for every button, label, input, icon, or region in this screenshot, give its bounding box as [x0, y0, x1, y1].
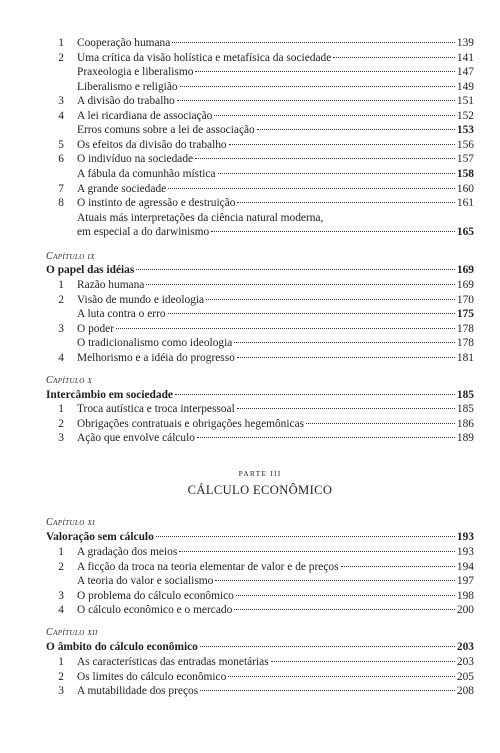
- dot-leader: [237, 202, 454, 203]
- entry-title: Praxeologia e liberalismo: [77, 66, 194, 79]
- entry-page: 156: [456, 138, 474, 151]
- entry-title: O problema do cálculo econômico: [77, 589, 234, 602]
- entry-number: 4: [58, 109, 64, 122]
- toc-entry: [46, 560, 474, 574]
- entry-page: 161: [456, 197, 474, 210]
- entry-title: A teoria do valor e socialismo: [77, 575, 214, 588]
- dot-leader: [168, 188, 455, 189]
- chapter-label: Capítulo xi: [46, 517, 95, 528]
- entry-number: 1: [58, 403, 64, 415]
- entry-page: 151: [456, 95, 474, 108]
- entry-page: 157: [456, 153, 474, 166]
- dot-leader: [237, 357, 455, 358]
- dot-leader: [156, 536, 455, 537]
- entry-page: 193: [456, 531, 474, 543]
- entry-number: 2: [58, 51, 64, 64]
- entry-number: 5: [58, 138, 64, 151]
- dot-leader: [195, 71, 455, 72]
- dot-leader: [229, 144, 455, 145]
- dot-leader: [180, 86, 455, 87]
- toc-entry: [46, 51, 474, 65]
- entry-title: Erros comuns sobre a lei de associação: [77, 124, 255, 137]
- toc-entry: [46, 431, 474, 445]
- entry-title: Cooperação humana: [77, 37, 171, 49]
- toc-entry: [46, 167, 474, 181]
- dot-leader: [333, 57, 455, 58]
- entry-title: Troca autística e troca interpessoal: [77, 403, 235, 415]
- dot-leader: [206, 299, 455, 300]
- entry-page: 153: [456, 124, 474, 137]
- entry-number: 2: [58, 293, 64, 306]
- entry-title: A grande sociedade: [77, 182, 167, 195]
- entry-title: Ação que envolve cálculo: [77, 432, 195, 445]
- entry-page: 149: [456, 80, 474, 93]
- toc-entry: [46, 417, 474, 431]
- entry-title: O poder: [77, 322, 115, 335]
- dot-leader: [341, 566, 455, 567]
- entry-page: 200: [456, 604, 474, 617]
- toc-entry: [46, 65, 474, 79]
- entry-title: A ficção da troca na teoria elementar de valor e de preços: [77, 560, 339, 573]
- entry-number: 2: [58, 670, 64, 683]
- entry-page: 165: [456, 226, 474, 239]
- dot-leader: [234, 609, 455, 610]
- toc-entry: [46, 278, 474, 292]
- entry-title: O tradicionalismo como ideologia: [77, 337, 233, 350]
- toc-entry: [46, 36, 474, 50]
- entry-page: 197: [456, 575, 474, 588]
- entry-page: 141: [456, 51, 474, 64]
- dot-leader: [236, 595, 455, 596]
- entry-page: 194: [456, 560, 474, 573]
- dot-leader: [197, 437, 455, 438]
- chapter-label: Capítulo x: [46, 375, 93, 386]
- entry-page: 193: [456, 546, 474, 558]
- toc-entry: [46, 293, 474, 307]
- toc-entry: [46, 123, 474, 137]
- entry-page: 152: [456, 109, 474, 122]
- entry-title: O cálculo econômico e o mercado: [77, 604, 233, 617]
- toc-entry: [46, 196, 474, 210]
- entry-page: 203: [456, 641, 474, 653]
- chapter-heading: [46, 388, 474, 402]
- entry-page: 205: [456, 670, 474, 683]
- dot-leader: [146, 284, 455, 285]
- dot-leader: [211, 231, 455, 232]
- toc-entry: [46, 655, 474, 669]
- entry-page: 175: [456, 308, 474, 321]
- toc-entry: [46, 109, 474, 123]
- dot-leader: [200, 690, 455, 691]
- entry-title: O indivíduo na sociedade: [77, 153, 194, 166]
- entry-page: 203: [456, 656, 474, 668]
- entry-number: 3: [58, 685, 64, 698]
- entry-page: 185: [456, 389, 474, 401]
- entry-title: Os efeitos da divisão do trabalho: [77, 138, 227, 151]
- dot-leader: [179, 551, 455, 552]
- dot-leader: [234, 342, 455, 343]
- entry-title: Visão de mundo e ideologia: [77, 293, 205, 306]
- dot-leader: [168, 313, 455, 314]
- entry-title: A gradação dos meios: [77, 546, 178, 558]
- entry-title: Os limites do cálculo econômico: [77, 670, 227, 683]
- entry-number: 4: [58, 604, 64, 617]
- entry-page: 169: [456, 264, 474, 276]
- entry-number: 3: [58, 322, 64, 335]
- dot-leader: [237, 408, 455, 409]
- entry-title: Razão humana: [77, 279, 145, 291]
- chapter-heading: [46, 640, 474, 654]
- toc-entry: [46, 603, 474, 617]
- toc-entry: [46, 574, 474, 588]
- entry-number: 1: [58, 546, 64, 558]
- chapter-heading: [46, 263, 474, 277]
- entry-title: Valoração sem cálculo: [46, 531, 154, 543]
- toc-entry: [46, 94, 474, 108]
- dot-leader: [257, 129, 455, 130]
- entry-page: 178: [456, 337, 474, 350]
- toc-entry: [46, 670, 474, 684]
- entry-number: 2: [58, 417, 64, 430]
- entry-number: 8: [58, 197, 64, 210]
- entry-title: A mutabilidade dos preços: [77, 685, 199, 698]
- entry-page: 181: [456, 351, 474, 364]
- entry-number: 7: [58, 182, 64, 195]
- entry-title: Uma crítica da visão holística e metafísica da sociedade: [77, 51, 332, 64]
- toc-entry: [46, 336, 474, 350]
- dot-leader: [116, 328, 455, 329]
- dot-leader: [218, 173, 455, 174]
- toc-entry: [46, 80, 474, 94]
- entry-page: 139: [456, 37, 474, 49]
- entry-title: Intercâmbio em sociedade: [46, 389, 173, 401]
- entry-title: A luta contra o erro: [77, 308, 166, 321]
- entry-title: Obrigações contratuais e obrigações hegemônicas: [77, 417, 305, 430]
- entry-page: 208: [456, 685, 474, 698]
- toc-entry: [46, 225, 474, 239]
- entry-number: 1: [58, 279, 64, 291]
- entry-number: 1: [58, 37, 64, 49]
- entry-title: Melhorismo e a idéia do progresso: [77, 351, 235, 364]
- entry-page: 169: [456, 279, 474, 291]
- entry-page: 189: [456, 432, 474, 445]
- toc-entry: [46, 152, 474, 166]
- entry-title: A lei ricardiana de associação: [77, 109, 213, 122]
- part-label: PARTE III: [238, 469, 282, 478]
- entry-title: Atuais más interpretações da ciência natural moderna,: [77, 211, 324, 224]
- entry-page: 158: [456, 167, 474, 180]
- entry-title: A fábula da comunhão mística: [77, 167, 216, 180]
- toc-entry: [46, 351, 474, 365]
- toc-entry: [46, 589, 474, 603]
- chapter-label: Capítulo ix: [46, 251, 95, 262]
- dot-leader: [195, 158, 455, 159]
- toc-entry: [46, 182, 474, 196]
- entry-title: O papel das idéias: [46, 264, 135, 276]
- entry-number: 3: [58, 589, 64, 602]
- entry-number: 3: [58, 432, 64, 445]
- dot-leader: [200, 646, 455, 647]
- chapter-heading: [46, 530, 474, 544]
- entry-number: 2: [58, 560, 64, 573]
- entry-page: 186: [456, 417, 474, 430]
- toc-entry: [46, 138, 474, 152]
- dot-leader: [228, 676, 455, 677]
- entry-number: 6: [58, 153, 64, 166]
- toc-entry: [46, 684, 474, 698]
- part-title: CÁLCULO ECONÔMICO: [187, 483, 333, 497]
- dot-leader: [214, 115, 455, 116]
- dot-leader: [215, 580, 455, 581]
- entry-title: Liberalismo e religião: [77, 80, 178, 93]
- toc-entry: [46, 322, 474, 336]
- toc-entry: [46, 402, 474, 416]
- entry-page: 178: [456, 322, 474, 335]
- toc-entry: [46, 307, 474, 321]
- dot-leader: [175, 394, 455, 395]
- chapter-label: Capítulo xii: [46, 627, 98, 638]
- entry-page: 147: [456, 66, 474, 79]
- entry-number: 1: [58, 656, 64, 668]
- dot-leader: [177, 100, 455, 101]
- entry-number: 4: [58, 351, 64, 364]
- dot-leader: [172, 42, 455, 43]
- entry-page: 198: [456, 589, 474, 602]
- dot-leader: [136, 269, 455, 270]
- entry-title: em especial a do darwinismo: [77, 226, 210, 239]
- toc-entry: [46, 211, 474, 225]
- entry-page: 160: [456, 182, 474, 195]
- entry-page: 170: [456, 293, 474, 306]
- dot-leader: [306, 423, 455, 424]
- entry-title: O instinto de agressão e destruição: [77, 197, 236, 210]
- entry-page: 185: [456, 403, 474, 415]
- entry-number: 3: [58, 95, 64, 108]
- entry-title: O âmbito do cálculo econômico: [46, 641, 198, 653]
- entry-title: As características das entradas monetárias: [77, 656, 269, 668]
- toc-entry: [46, 545, 474, 559]
- dot-leader: [271, 661, 455, 662]
- entry-title: A divisão do trabalho: [77, 95, 175, 108]
